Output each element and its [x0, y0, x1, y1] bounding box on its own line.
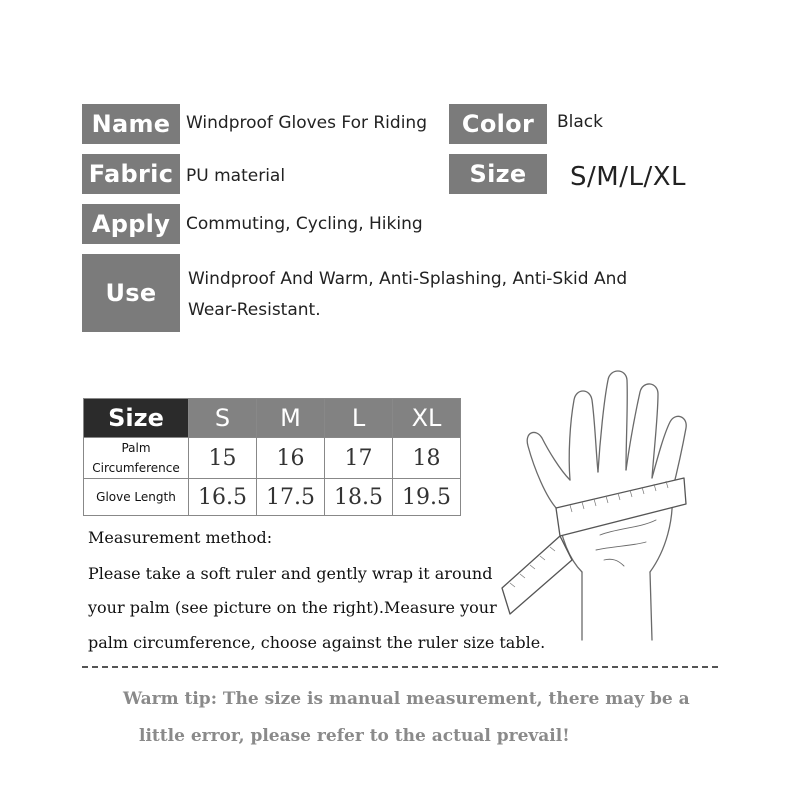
size-value: S/M/L/XL [570, 162, 686, 192]
palm-value-xl: 18 [393, 438, 461, 479]
name-label: Name [82, 104, 180, 144]
palm-value-m: 16 [257, 438, 325, 479]
warm-tip-line-2: little error, please refer to the actual prevail! [139, 726, 570, 746]
palm-value-l: 17 [325, 438, 393, 479]
size-col-l: L [325, 399, 393, 438]
warm-tip-line-1: Warm tip: The size is manual measurement, there may be a [123, 689, 690, 709]
glove-value-xl: 19.5 [393, 479, 461, 516]
size-chart-table [83, 398, 461, 516]
size-col-xl: XL [393, 399, 461, 438]
size-table-header: Size [84, 399, 189, 438]
fabric-label: Fabric [82, 154, 180, 194]
size-col-m: M [257, 399, 325, 438]
use-value-line-2: Wear-Resistant. [188, 300, 321, 320]
palm-value-s: 15 [189, 438, 257, 479]
use-label: Use [82, 254, 180, 332]
size-table-header-row [84, 399, 461, 438]
measurement-title: Measurement method: [88, 528, 273, 547]
glove-value-m: 17.5 [257, 479, 325, 516]
table-row [84, 479, 461, 516]
table-row [84, 438, 461, 479]
apply-label: Apply [82, 204, 180, 244]
fabric-value: PU material [186, 166, 286, 186]
size-col-s: S [189, 399, 257, 438]
hand-measuring-icon [500, 360, 720, 650]
palm-circumference-label [84, 438, 189, 479]
glove-value-l: 18.5 [325, 479, 393, 516]
palm-label-line-1: Palm [121, 441, 151, 455]
glove-length-label: Glove Length [84, 479, 189, 516]
color-value: Black [557, 112, 603, 132]
measurement-line-1: Please take a soft ruler and gently wrap it around [88, 564, 493, 583]
name-value: Windproof Gloves For Riding [186, 113, 427, 133]
size-label: Size [449, 154, 547, 194]
measurement-line-3: palm circumference, choose against the ruler size table. [88, 633, 546, 652]
measurement-line-2: your palm (see picture on the right).Measure your [88, 598, 497, 617]
glove-value-s: 16.5 [189, 479, 257, 516]
palm-label-line-2: Circumference [92, 461, 180, 475]
apply-value: Commuting, Cycling, Hiking [186, 214, 423, 234]
dashed-divider [82, 666, 718, 668]
use-value [188, 264, 688, 326]
color-label: Color [449, 104, 547, 144]
use-value-line-1: Windproof And Warm, Anti-Splashing, Anti-Skid And [188, 269, 628, 289]
